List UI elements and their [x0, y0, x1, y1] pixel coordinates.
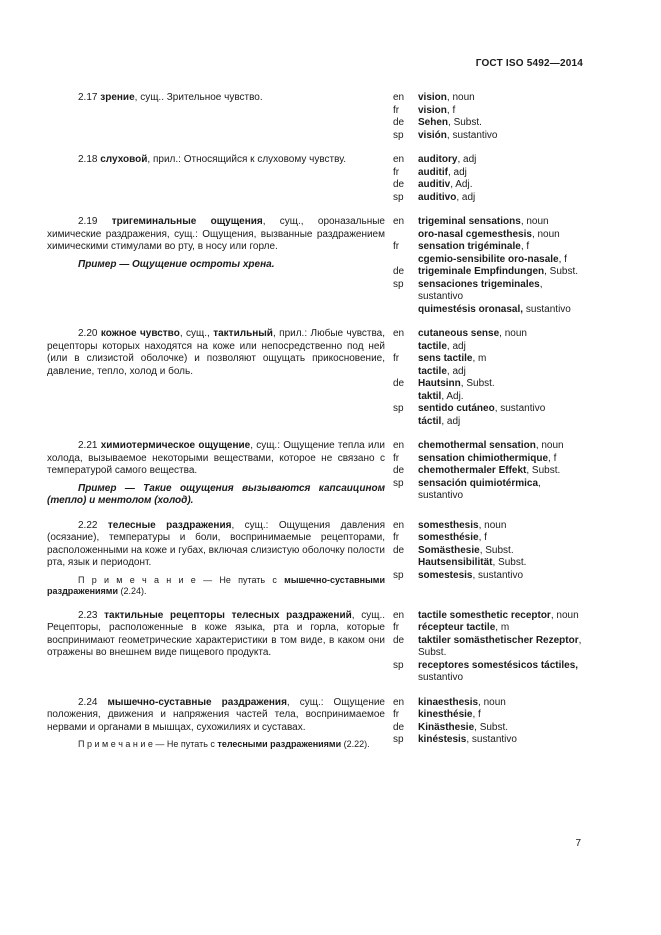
- language-code: en: [393, 216, 405, 227]
- translation-row: [393, 734, 584, 747]
- language-code: en: [393, 154, 405, 165]
- entry-left-column: [47, 216, 385, 271]
- translation-row: [393, 403, 584, 428]
- translation-term: Sehen, Subst.: [418, 117, 482, 128]
- term-entry: [47, 520, 584, 598]
- term-entry: [47, 216, 584, 316]
- translation-row: [393, 532, 584, 545]
- translation-term: sens tactile, m: [418, 353, 487, 364]
- translation-terms: [418, 105, 584, 118]
- translation-terms: [418, 167, 584, 180]
- translation-row: [393, 328, 584, 353]
- translation-terms: [418, 328, 584, 353]
- translation-term: taktiler somästhetischer Rezeptor, Subst.: [418, 634, 582, 659]
- translation-term: sensation chimiothermique, f: [418, 452, 557, 464]
- translation-term: tactile, adj: [418, 365, 466, 377]
- language-code: en: [393, 696, 405, 708]
- translation-terms: [418, 660, 584, 685]
- translation-term: trigeminale Empfindungen, Subst.: [418, 266, 579, 277]
- translation-term: taktil, Adj.: [418, 390, 464, 402]
- translation-term: kinesthésie, f: [418, 709, 481, 721]
- entry-left-column: [47, 440, 385, 508]
- translation-term: trigeminal sensations, noun: [418, 216, 549, 227]
- translation-terms: [418, 722, 584, 735]
- language-code: de: [393, 117, 405, 128]
- translation-term: sentido cutáneo, sustantivo: [418, 403, 546, 414]
- term-definition-ru: 2.18 слуховой, прил.: Относящийся к слуховому чувству.: [78, 154, 346, 165]
- translation-row: [393, 216, 584, 241]
- translation-row: [393, 279, 584, 317]
- language-code: de: [393, 266, 405, 277]
- translation-row: [393, 192, 584, 205]
- translation-term: cgemio-sensibilite oro-nasale, f: [418, 253, 567, 265]
- example-text: Пример — Такие ощущения вызываются капсаицином (тепло) и ментолом (холод).: [47, 482, 385, 506]
- translation-terms: [418, 179, 584, 192]
- entry-translations: [393, 440, 584, 503]
- translation-terms: [418, 279, 584, 317]
- translation-terms: [418, 520, 584, 533]
- translation-terms: [418, 92, 584, 105]
- translation-term: oro-nasal cgemesthesis, noun: [418, 228, 560, 240]
- translation-term: sensación quimiotérmica, sustantivo: [418, 477, 541, 501]
- translation-row: [393, 722, 584, 735]
- term-definition-ru: 2.17 зрение, сущ.. Зрительное чувство.: [78, 92, 263, 103]
- translation-row: [393, 520, 584, 533]
- language-code: sp: [393, 734, 404, 746]
- translation-terms: [418, 117, 584, 130]
- translation-term: somestesis, sustantivo: [418, 569, 524, 581]
- translation-row: [393, 241, 584, 266]
- translation-term: sensaciones trigeminales, sustantivo: [418, 278, 543, 302]
- translation-row: [393, 635, 584, 660]
- translation-term: kinaesthesis, noun: [418, 696, 506, 708]
- translation-row: [393, 478, 584, 503]
- translation-terms: [418, 440, 584, 453]
- translation-terms: [418, 465, 584, 478]
- translation-term: Kinästhesie, Subst.: [418, 721, 509, 733]
- translation-terms: [418, 353, 584, 378]
- translation-row: [393, 179, 584, 192]
- language-code: en: [393, 92, 405, 103]
- translation-term: vision, f: [418, 104, 456, 116]
- translation-term: sensation trigéminale, f: [418, 241, 530, 252]
- term-definition-ru: 2.22 телесные раздражения, сущ.: Ощущения давления (осязание), температуры и боли, воспринимаемые рецепторами, расположенными на коже и губах, включая слизистую оболочку полости рта, язык и периодонт.: [47, 519, 385, 568]
- translation-row: [393, 465, 584, 478]
- translation-terms: [418, 453, 584, 466]
- language-code: de: [393, 721, 405, 733]
- language-code: fr: [393, 353, 400, 364]
- translation-term: somesthésie, f: [418, 532, 487, 543]
- translation-terms: [418, 192, 584, 205]
- language-code: de: [393, 378, 405, 389]
- translation-term: kinéstesis, sustantivo: [418, 734, 517, 746]
- language-code: sp: [393, 191, 404, 203]
- entry-translations: [393, 216, 584, 316]
- translation-row: [393, 266, 584, 279]
- language-code: en: [393, 328, 405, 339]
- term-entries: [47, 92, 584, 763]
- translation-term: Somästhesie, Subst.: [418, 544, 514, 556]
- entry-left-column: [47, 154, 385, 167]
- language-code: de: [393, 179, 405, 190]
- translation-row: [393, 130, 584, 143]
- term-definition-ru: 2.21 химиотермическое ощущение, сущ.: Ощущение тепла или холода, вызываемое некоторыми веществами, которое не связано с температурой самого вещества.: [47, 440, 385, 476]
- language-code: fr: [393, 532, 400, 543]
- language-code: sp: [393, 659, 404, 671]
- translation-row: [393, 167, 584, 180]
- term-entry: [47, 610, 584, 685]
- translation-row: [393, 353, 584, 378]
- language-code: sp: [393, 278, 404, 290]
- translation-row: [393, 154, 584, 167]
- language-code: de: [393, 634, 405, 646]
- translation-term: chemothermal sensation, noun: [418, 440, 564, 451]
- translation-term: receptores somestésicos táctiles, sustantivo: [418, 659, 579, 684]
- translation-row: [393, 622, 584, 635]
- translation-row: [393, 709, 584, 722]
- translation-terms: [418, 154, 584, 167]
- translation-terms: [418, 478, 584, 503]
- translation-terms: [418, 622, 584, 635]
- translation-row: [393, 440, 584, 453]
- entry-left-column: [47, 520, 385, 598]
- translation-row: [393, 610, 584, 623]
- term-entry: [47, 697, 584, 751]
- translation-terms: [418, 241, 584, 266]
- translation-terms: [418, 545, 584, 570]
- translation-row: [393, 105, 584, 118]
- translation-term: chemothermaler Effekt, Subst.: [418, 465, 561, 476]
- translation-term: táctil, adj: [418, 415, 461, 427]
- translation-terms: [418, 610, 584, 623]
- entry-translations: [393, 610, 584, 685]
- translation-terms: [418, 570, 584, 583]
- translation-term: somesthesis, noun: [418, 519, 507, 531]
- translation-term: tactile, adj: [418, 340, 466, 352]
- language-code: sp: [393, 129, 404, 141]
- translation-term: récepteur tactile, m: [418, 622, 510, 634]
- language-code: fr: [393, 622, 400, 634]
- term-definition-ru: 2.20 кожное чувство, сущ., тактильный, прил.: Любые чувства, рецепторы которых находятся на коже или непосредственно под ней (или в слизистой оболочке) и позволяют ощущать прикосновение, давление, тепло, холод и боль.: [47, 328, 386, 377]
- entry-translations: [393, 154, 584, 204]
- translation-term: quimestésis oronasal, sustantivo: [418, 303, 571, 315]
- entry-left-column: [47, 328, 385, 378]
- page-number: 7: [575, 838, 581, 849]
- language-code: en: [393, 519, 405, 531]
- translation-terms: [418, 266, 584, 279]
- note-text: П р и м е ч а н и е — Не путать с телесными раздражениями (2.22).: [78, 739, 370, 750]
- translation-row: [393, 92, 584, 105]
- translation-term: Hautsinn, Subst.: [418, 378, 495, 389]
- entry-translations: [393, 328, 584, 428]
- term-definition-ru: 2.24 мышечно-суставные раздражения, сущ.: Ощущение положения, движения и напряжения частей тела, воспринимаемое нервами и органами в мышцах, сухожилиях и суставах.: [47, 696, 385, 733]
- translation-terms: [418, 709, 584, 722]
- language-code: de: [393, 465, 405, 476]
- entry-translations: [393, 92, 584, 142]
- translation-terms: [418, 697, 584, 710]
- term-entry: [47, 328, 584, 428]
- translation-terms: [418, 216, 584, 241]
- translation-term: auditif, adj: [418, 166, 467, 178]
- translation-row: [393, 660, 584, 685]
- translation-row: [393, 117, 584, 130]
- language-code: en: [393, 440, 405, 451]
- note-text: П р и м е ч а н и е — Не путать с мышечно-суставными раздражениями (2.24).: [47, 574, 385, 597]
- document-header: ГОСТ ISO 5492—2014: [475, 58, 583, 69]
- entry-left-column: [47, 697, 385, 751]
- language-code: fr: [393, 241, 400, 252]
- term-definition-ru: 2.19 тригеминальные ощущения, сущ., ороназальные химические раздражения, сущ.: Ощущения, вызванные раздражением химическими стимулами во рту, в носу или горле.: [47, 216, 385, 252]
- translation-term: auditivo, adj: [418, 191, 476, 203]
- language-code: fr: [393, 709, 400, 721]
- term-entry: [47, 440, 584, 508]
- translation-term: Hautsensibilität, Subst.: [418, 557, 527, 568]
- language-code: sp: [393, 403, 404, 414]
- translation-row: [393, 545, 584, 570]
- translation-term: tactile somesthetic receptor, noun: [418, 609, 579, 621]
- translation-term: cutaneous sense, noun: [418, 328, 527, 339]
- translation-row: [393, 453, 584, 466]
- entry-translations: [393, 520, 584, 583]
- term-entry: [47, 154, 584, 204]
- translation-terms: [418, 378, 584, 403]
- translation-terms: [418, 403, 584, 428]
- language-code: fr: [393, 104, 400, 116]
- example-text: Пример — Ощущение остроты хрена.: [78, 258, 275, 270]
- translation-row: [393, 697, 584, 710]
- language-code: fr: [393, 166, 400, 178]
- language-code: sp: [393, 569, 404, 581]
- translation-terms: [418, 734, 584, 747]
- language-code: fr: [393, 452, 400, 464]
- language-code: de: [393, 544, 405, 556]
- translation-term: auditory, adj: [418, 154, 477, 165]
- language-code: sp: [393, 477, 404, 489]
- term-definition-ru: 2.23 тактильные рецепторы телесных раздражений, сущ.. Рецепторы, расположенные в коже языка, рта и горла, которые воспринимают геометрические характеристики в том виде, в каком они отражены во внешнем виде пищевого продукта.: [47, 609, 385, 659]
- translation-terms: [418, 130, 584, 143]
- language-code: en: [393, 609, 405, 621]
- translation-term: vision, noun: [418, 92, 475, 103]
- entry-left-column: [47, 92, 385, 105]
- translation-terms: [418, 635, 584, 660]
- term-entry: [47, 92, 584, 142]
- translation-row: [393, 378, 584, 403]
- entry-left-column: [47, 610, 385, 660]
- translation-term: auditiv, Adj.: [418, 179, 473, 190]
- translation-row: [393, 570, 584, 583]
- translation-term: visión, sustantivo: [418, 129, 498, 141]
- translation-terms: [418, 532, 584, 545]
- entry-translations: [393, 697, 584, 747]
